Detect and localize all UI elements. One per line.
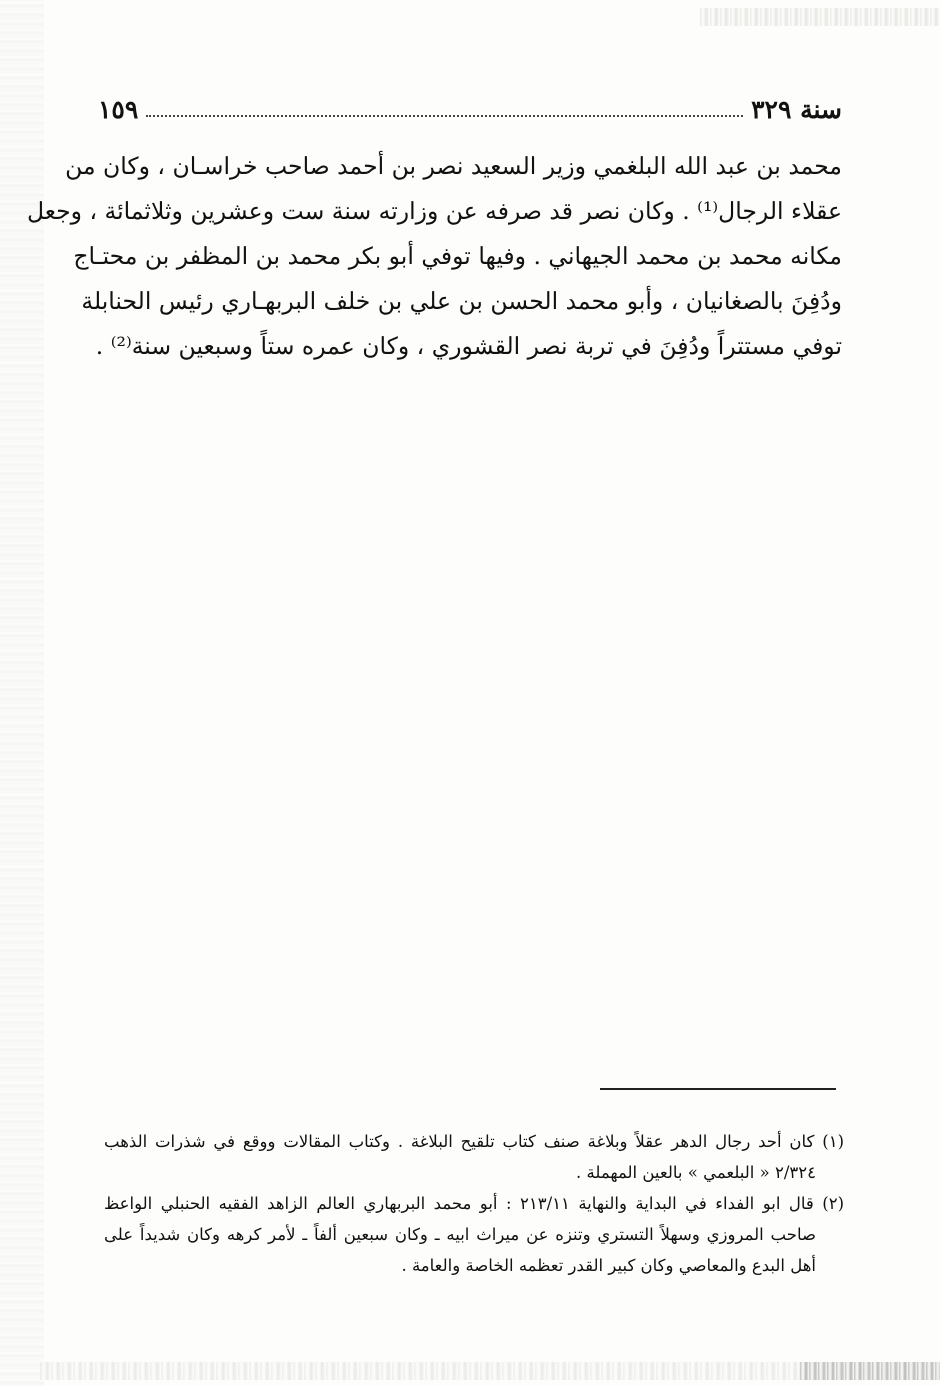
scan-edge-top: [700, 8, 940, 26]
footnote-line: صاحب المروزي وسهلاً التستري وتنزه عن ميراث ابيه ـ وكان سبعين ألفاً ـ لأمر كرهه وكان شديداً على: [104, 1225, 816, 1244]
text-line: عقلاء الرجال⁽¹⁾ . وكان نصر قد صرفه عن وزارته سنة ست وعشرين وثلاثمائة ، وجعل: [26, 197, 842, 225]
main-text: [26, 144, 842, 369]
page-number: ١٥٩: [98, 95, 139, 124]
header-year: سنة ٣٢٩: [751, 95, 842, 124]
running-header: [98, 86, 842, 124]
text-line: مكانه محمد بن محمد الجيهاني . وفيها توفي أبو بكر محمد بن المظفر بن محتـاج: [73, 242, 842, 270]
text-line: محمد بن عبد الله البلغمي وزير السعيد نصر بن أحمد صاحب خراسـان ، وكان من: [65, 152, 842, 180]
scan-edge-bottom-right: [800, 1362, 940, 1380]
footnote-2: [104, 1188, 844, 1281]
footnote-line: (١) كان أحد رجال الدهر عقلاً وبلاغة صنف كتاب تلقيح البلاغة . وكتاب المقالات ووقع في شذرات الذهب: [104, 1132, 844, 1151]
text-line: توفي مستتراً ودُفِنَ في تربة نصر القشوري ، وكان عمره ستاً وسبعين سنة⁽²⁾ .: [95, 332, 842, 360]
text-line: ودُفِنَ بالصغانيان ، وأبو محمد الحسن بن علي بن خلف البربهـاري رئيس الحنابلة: [81, 287, 842, 315]
footnote-1: [104, 1126, 844, 1188]
footnote-line: (٢) قال ابو الفداء في البداية والنهاية ٢١٣/١١ : أبو محمد البربهاري العالم الزاهد الفقيه الحنبلي الواعظ: [104, 1194, 844, 1213]
header-dot-leader: [146, 115, 743, 117]
footnotes: [104, 1126, 844, 1281]
footnote-line: ٢/٣٢٤ « البلعمي » بالعين المهملة .: [576, 1163, 816, 1182]
footnote-line: أهل البدع والمعاصي وكان كبير القدر تعظمه الخاصة والعامة .: [401, 1256, 816, 1275]
footnote-separator: [600, 1088, 836, 1090]
